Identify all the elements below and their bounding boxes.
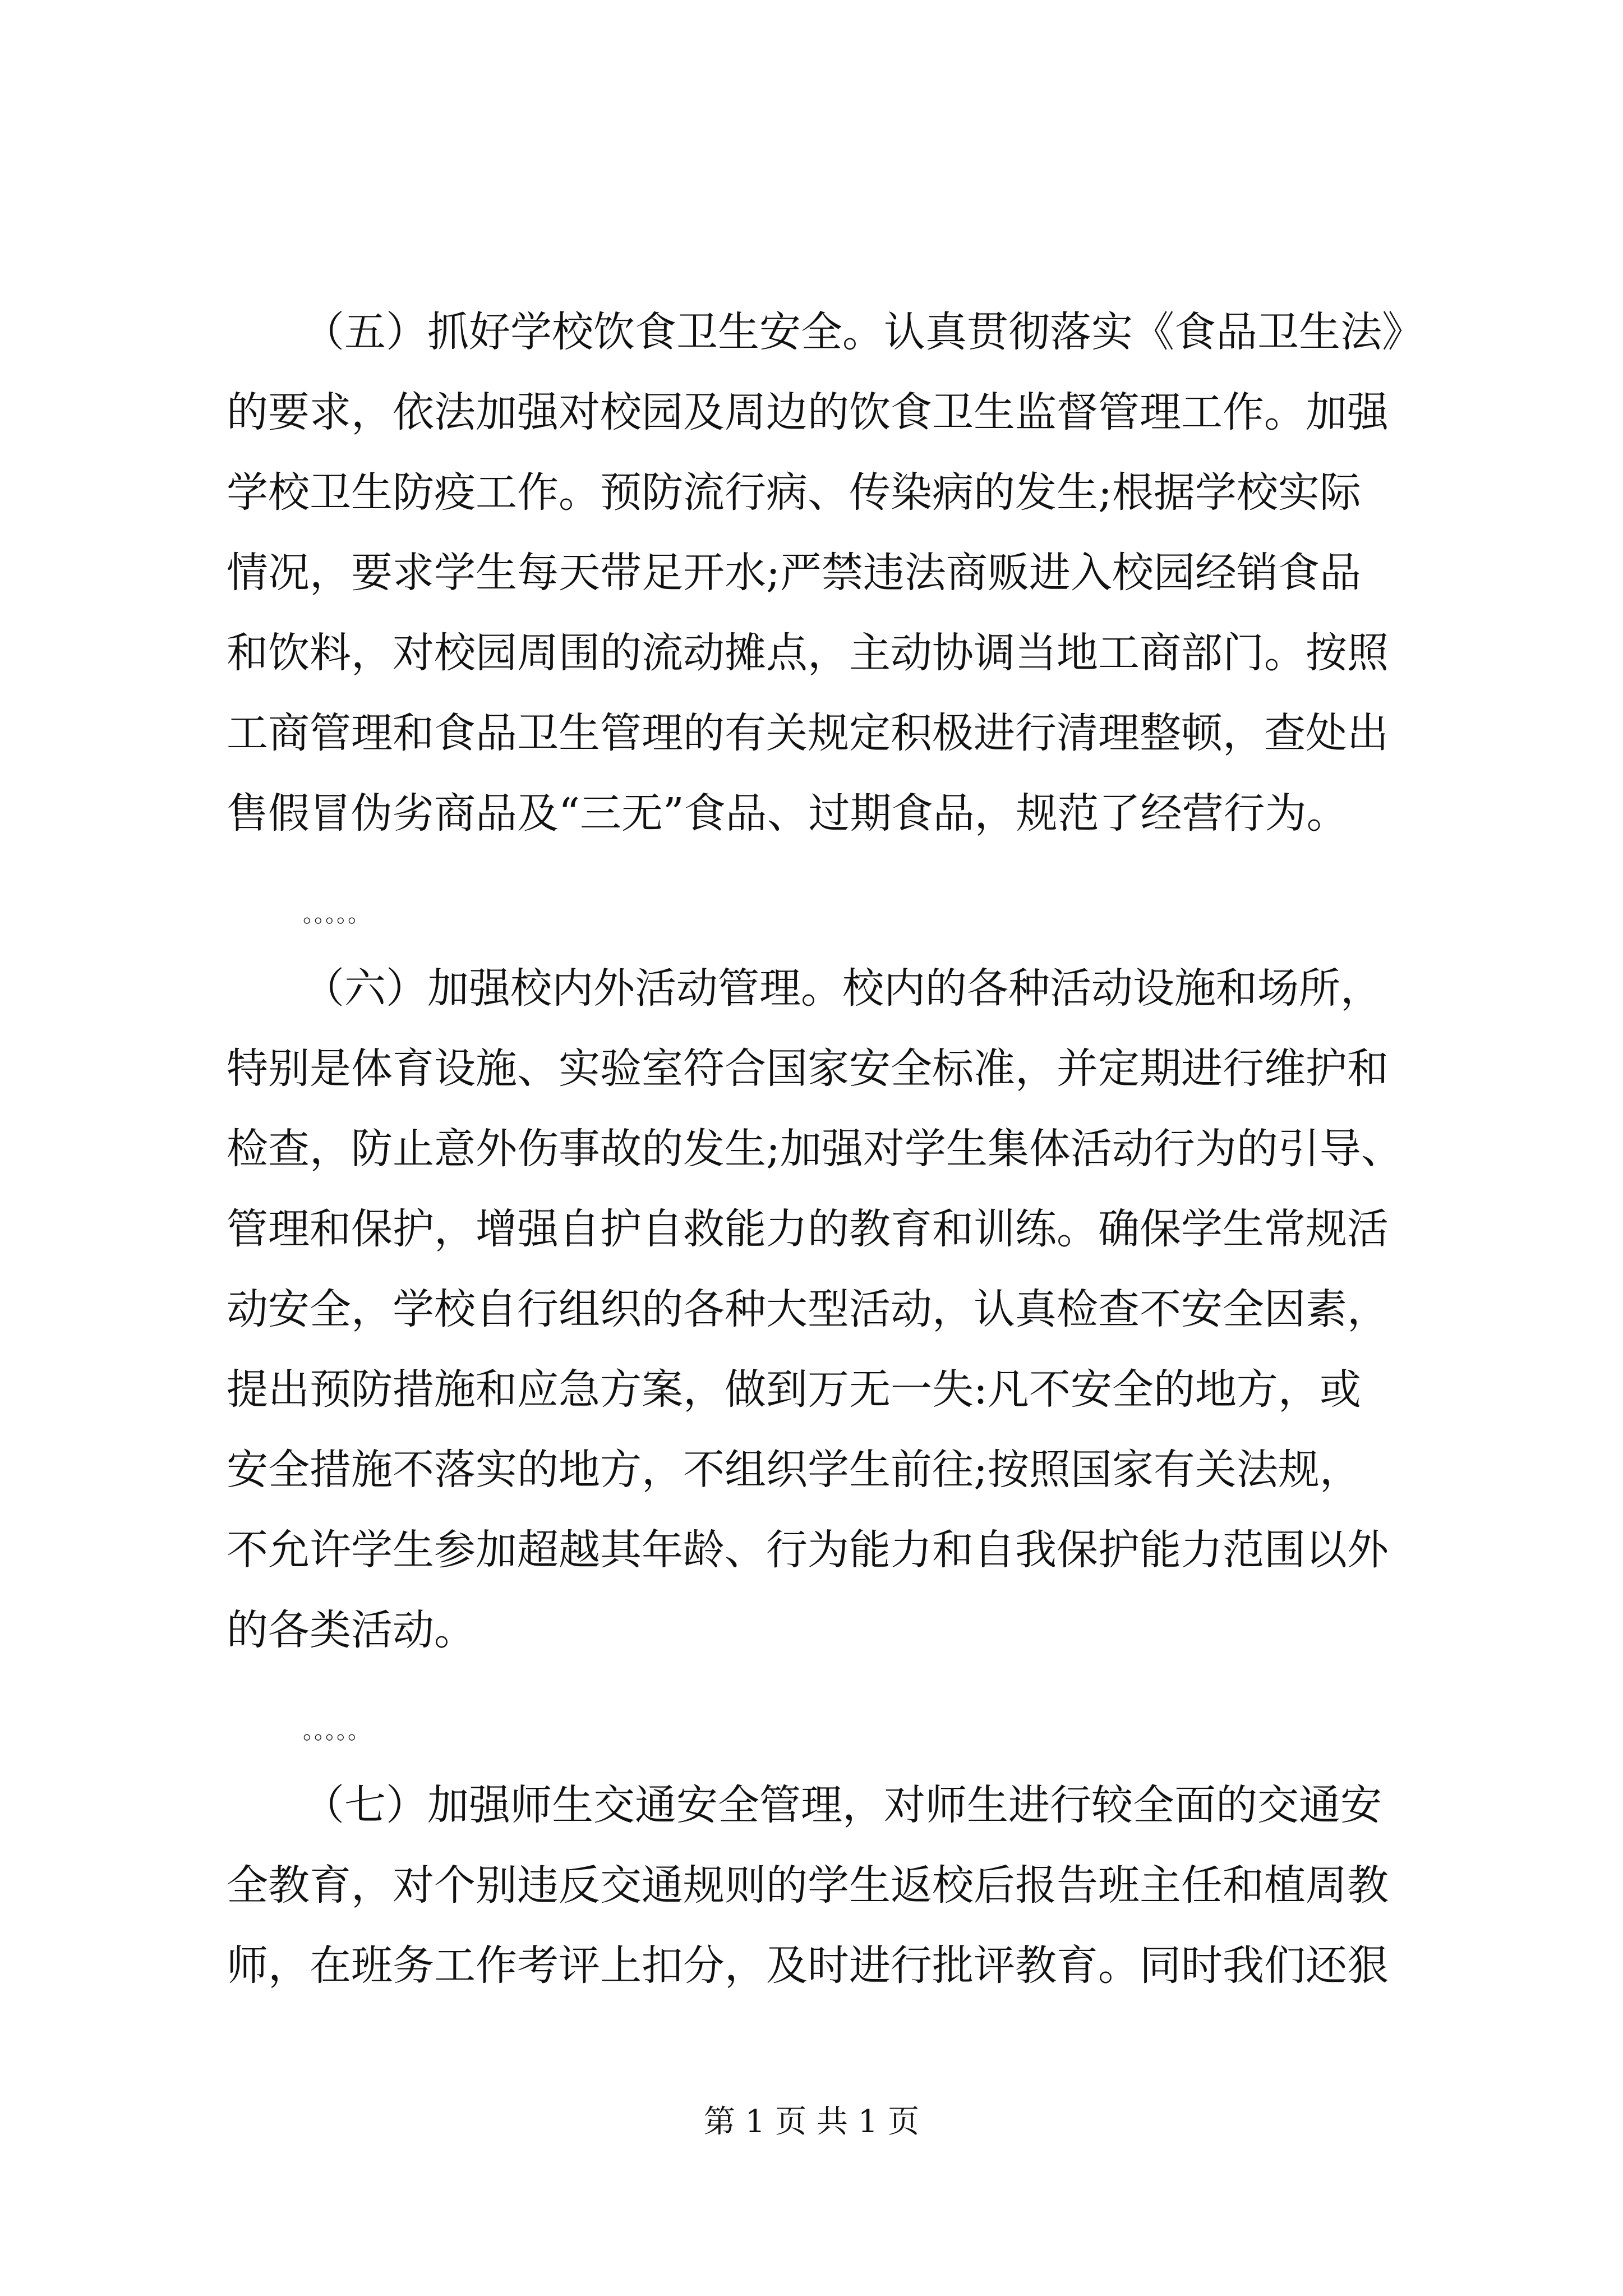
paragraph-6-line-9: 的各类活动。 [227,1606,476,1654]
separator-dots-2: 。。。。。 [303,1718,370,1744]
paragraph-5-line-1: （五）抓好学校饮食卫生安全。认真贯彻落实《食品卫生法》 [303,308,1423,356]
paragraph-6-line-7: 安全措施不落实的地方，不组织学生前往;按照国家有关法规， [227,1446,1361,1494]
paragraph-6-line-1: （六）加强校内外活动管理。校内的各种活动设施和场所， [303,964,1382,1013]
paragraph-5-line-2: 的要求，依法加强对校园及周边的饮食卫生监督管理工作。加强 [227,388,1389,436]
paragraph-7-line-2: 全教育，对个别违反交通规则的学生返校后报告班主任和植周教 [227,1861,1389,1910]
paragraph-6-line-4: 管理和保护，增强自护自救能力的教育和训练。确保学生常规活 [227,1205,1389,1253]
paragraph-6-line-6: 提出预防措施和应急方案，做到万无一失:凡不安全的地方，或 [227,1365,1361,1414]
paragraph-5-line-6: 工商管理和食品卫生管理的有关规定积极进行清理整顿，查处出 [227,709,1389,757]
separator-dots-1: 。。。。。 [303,901,370,927]
paragraph-6-line-2: 特别是体育设施、实验室符合国家安全标准，并定期进行维护和 [227,1045,1389,1093]
paragraph-6-line-8: 不允许学生参加超越其年龄、行为能力和自我保护能力范围以外 [227,1526,1389,1574]
paragraph-5-line-7: 售假冒伪劣商品及“三无”食品、过期食品，规范了经营行为。 [227,789,1348,838]
page-footer: 第 1 页 共 1 页 [703,2104,920,2140]
paragraph-5-line-3: 学校卫生防疫工作。预防流行病、传染病的发生;根据学校实际 [227,468,1361,517]
paragraph-7-line-1: （七）加强师生交通安全管理，对师生进行较全面的交通安 [303,1781,1382,1829]
paragraph-7-line-3: 师，在班务工作考评上扣分，及时进行批评教育。同时我们还狠 [227,1941,1389,1990]
paragraph-6-line-3: 检查，防止意外伤事故的发生;加强对学生集体活动行为的引导、 [227,1125,1403,1173]
paragraph-6-line-5: 动安全，学校自行组织的各种大型活动，认真检查不安全因素， [227,1285,1389,1333]
paragraph-5-line-5: 和饮料，对校园周围的流动摊点，主动协调当地工商部门。按照 [227,629,1389,677]
paragraph-5-line-4: 情况，要求学生每天带足开水;严禁违法商贩进入校园经销食品 [227,549,1361,597]
